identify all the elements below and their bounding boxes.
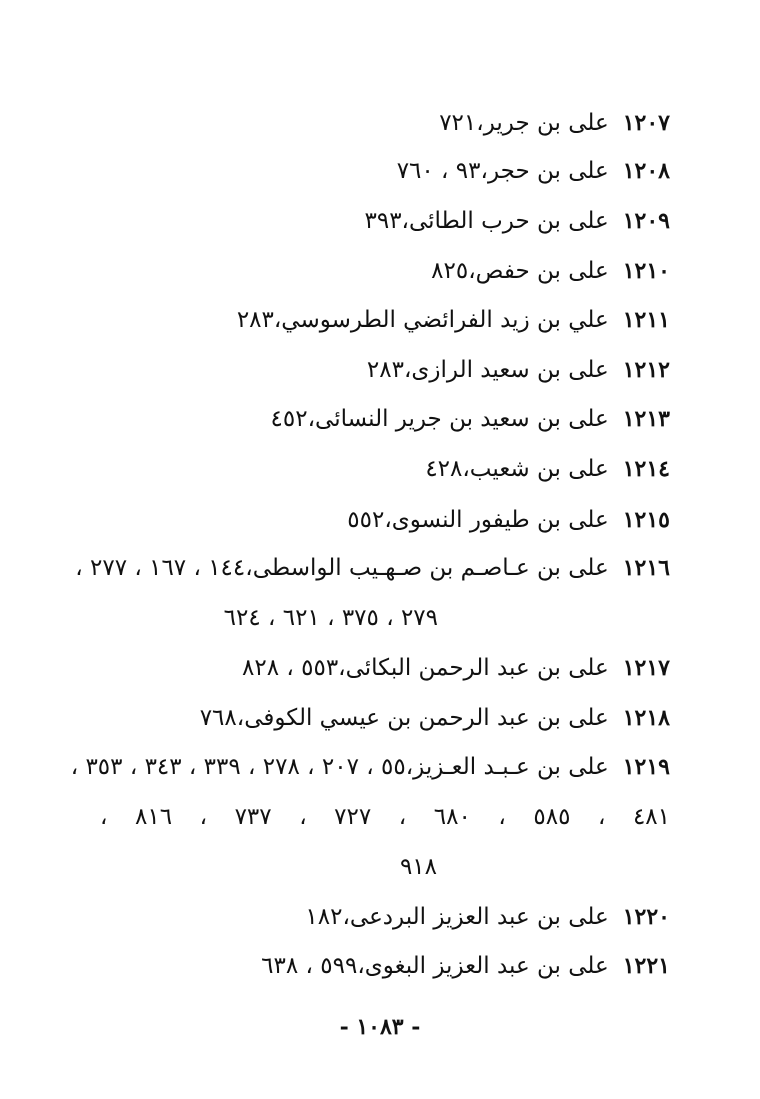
entry-1207 <box>439 108 670 138</box>
entry-text: على بن جرير،٧٢١ <box>439 110 609 136</box>
entry-text: على بن عبد الرحمن البكائى،٥٥٣ ، ٨٢٨ <box>242 655 609 681</box>
entry-1220 <box>305 902 670 932</box>
entry-text: على بن حفص،٨٢٥ <box>431 258 609 284</box>
entry-1221 <box>261 951 670 981</box>
entry-1215 <box>347 505 670 535</box>
entry-text: على بن عبد العزيز البردعى،١٨٢ <box>305 904 609 930</box>
entry-number: ١٢١٢ <box>622 357 670 383</box>
entry-number: ١٢٢٠ <box>622 904 670 930</box>
entry-number: ١٢١٠ <box>622 258 670 284</box>
entry-1208 <box>397 156 670 186</box>
entry-text: على بن عـبـد العـزيز،٥٥ ، ٢٠٧ ، ٢٧٨ ، ٣٣٩ ، ٣٤٣ ، ٣٥٣ ، <box>70 754 609 780</box>
entry-number: ١٢٠٨ <box>622 158 670 184</box>
entry-number: ١٢٢١ <box>622 953 670 979</box>
entry-text: على بن سعيد الرازى،٢٨٣ <box>366 357 609 383</box>
entry-1213 <box>271 404 670 434</box>
entry-number: ١٢١١ <box>622 307 670 333</box>
entry-1209 <box>364 206 670 236</box>
entry-text: على بن حرب الطائى،٣٩٣ <box>364 208 609 234</box>
page-number: - ١٠٨٣ - <box>339 1014 421 1040</box>
entry-number: ١٢١٧ <box>622 655 670 681</box>
entry-1217 <box>242 653 670 683</box>
entry-1219-continuation-2: ٩١٨ <box>399 854 437 880</box>
entry-1218 <box>200 703 670 733</box>
entry-number: ١٢١٩ <box>622 754 670 780</box>
entry-text: على بن عبد العزيز البغوى،٥٩٩ ، ٦٣٨ <box>261 953 609 979</box>
entry-text: على بن شعيب،٤٢٨ <box>425 456 609 482</box>
entry-1214 <box>425 454 670 484</box>
entry-number: ١٢١٦ <box>622 555 670 581</box>
entry-number: ١٢١٥ <box>622 507 670 533</box>
entry-text: علي بن زيد الفرائضي الطرسوسي،٢٨٣ <box>236 307 609 333</box>
entry-1219-continuation: ٤٨١ ، ٥٨٥ ، ٦٨٠ ، ٧٢٧ ، ٧٣٧ ، ٨١٦ ، <box>100 804 671 830</box>
entry-1216-continuation: ٢٧٩ ، ٣٧٥ ، ٦٢١ ، ٦٢٤ <box>223 605 438 631</box>
entry-text: على بن حجر،٩٣ ، ٧٦٠ <box>396 158 609 184</box>
entry-text: على بن عبد الرحمن بن عيسي الكوفى،٧٦٨ <box>199 705 609 731</box>
entry-number: ١٢٠٧ <box>622 110 670 136</box>
entry-1210 <box>431 256 670 286</box>
entry-1212 <box>367 355 670 385</box>
entry-1219 <box>70 752 670 782</box>
entry-number: ١٢٠٩ <box>622 208 670 234</box>
entry-text: على بن عـاصـم بن صـهـيب الواسطى،١٤٤ ، ١٦٧ ، ٢٧٧ ، <box>75 555 609 581</box>
entry-1211 <box>237 305 670 335</box>
entry-text: على بن سعيد بن جرير النسائى،٤٥٢ <box>270 406 609 432</box>
entry-1216 <box>75 553 670 583</box>
entry-number: ١٢١٨ <box>622 705 670 731</box>
entry-number: ١٢١٤ <box>622 456 670 482</box>
entry-text: على بن طيفور النسوى،٥٥٢ <box>347 507 609 533</box>
entry-number: ١٢١٣ <box>622 406 670 432</box>
